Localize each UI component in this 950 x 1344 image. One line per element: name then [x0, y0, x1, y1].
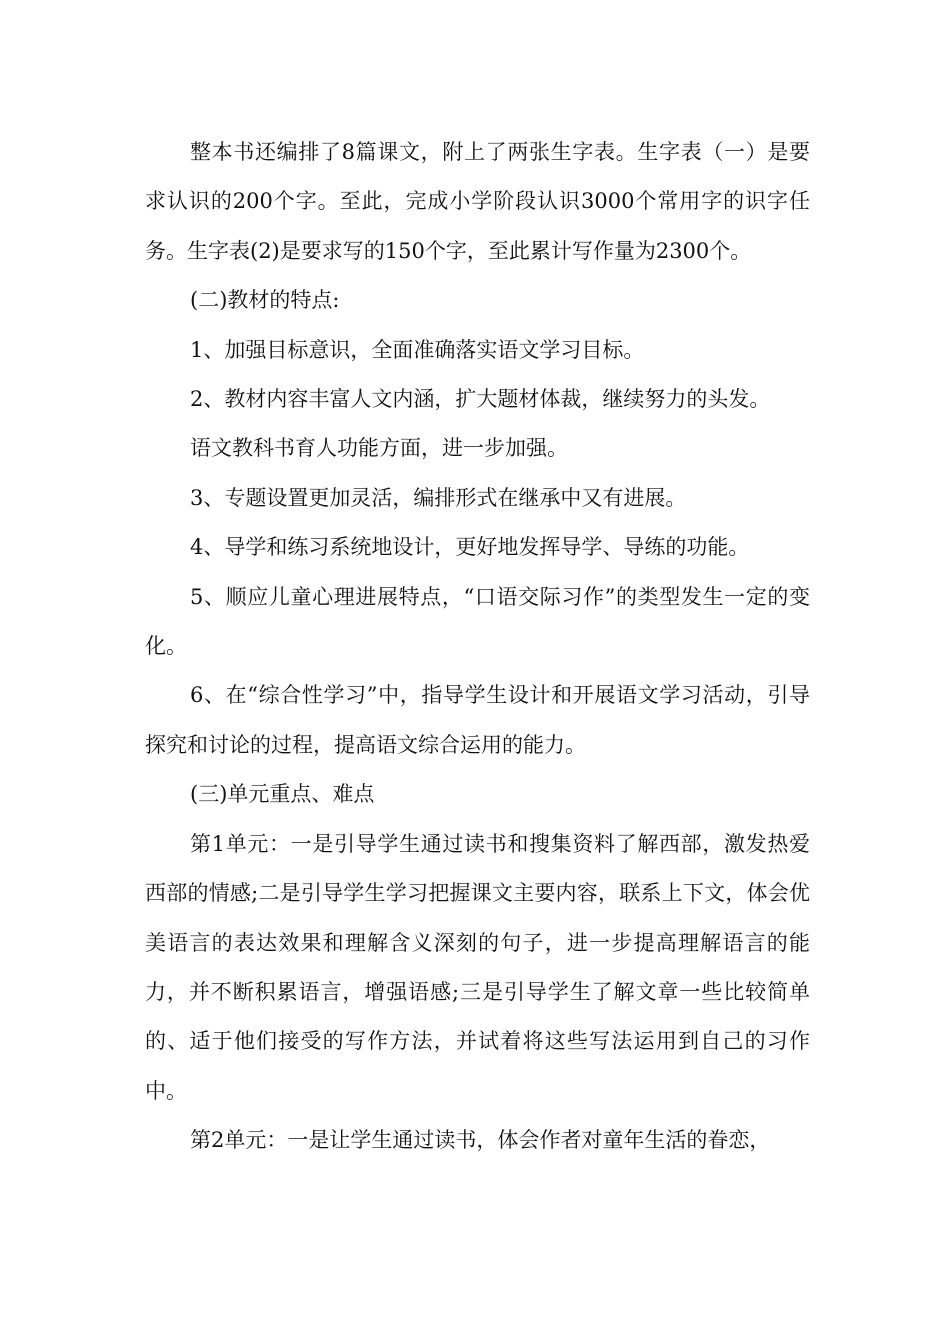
paragraph-unit-2: 第2单元：一是让学生通过读书，体会作者对童年生活的眷恋，	[190, 1128, 771, 1153]
paragraph-character-tables: 整本书还编排了8篇课文，附上了两张生字表。生字表（一）是要求认识的200个字。至此，完成小学阶段认识3000个常用字的识字任务。生字表(2)是要求写的150个字，至此累计写作量为2300个。	[145, 140, 810, 263]
heading-textbook-features: (二)教材的特点:	[190, 288, 340, 313]
list-item-2: 2、教材内容丰富人文内涵，扩大题材体裁，继续努力的头发。	[190, 387, 771, 412]
list-item-1: 1、加强目标意识，全面准确落实语文学习目标。	[190, 337, 645, 362]
list-item-4: 4、导学和练习系统地设计，更好地发挥导学、导练的功能。	[190, 535, 750, 560]
list-item-3: 3、专题设置更加灵活，编排形式在继承中又有进展。	[190, 485, 687, 510]
list-item-5: 5、顺应儿童心理进展特点，“口语交际习作”的类型发生一定的变化。	[145, 584, 810, 659]
paragraph-unit-1: 第1单元：一是引导学生通过读书和搜集资料了解西部，激发热爱西部的情感;二是引导学生学习把握课文主要内容，联系上下文，体会优美语言的表达效果和理解含义深刻的句子，进一步提高理解语言的能力，并不断积累语言，增强语感;三是引导学生了解文章一些比较简单的、适于他们接受的写作方法，并试着将这些写法运用到自己的习作中。	[145, 831, 810, 1103]
heading-unit-focus: (三)单元重点、难点	[190, 782, 375, 807]
document-body	[145, 128, 810, 1166]
list-item-2-continuation: 语文教科书育人功能方面，进一步加强。	[190, 436, 568, 461]
list-item-6: 6、在“综合性学习”中，指导学生设计和开展语文学习活动，引导探究和讨论的过程，提高语文综合运用的能力。	[145, 683, 810, 757]
